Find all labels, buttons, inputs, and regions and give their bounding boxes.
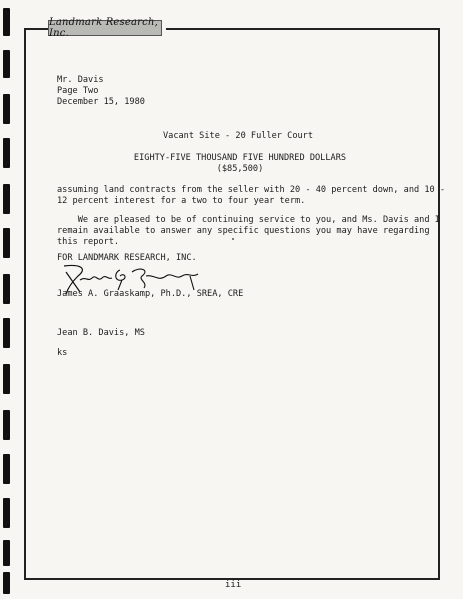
stray-mark (232, 238, 234, 240)
typist-initials: ks (57, 348, 68, 358)
closing-cosigner: Jean B. Davis, MS (57, 328, 145, 338)
amount-words: EIGHTY-FIVE THOUSAND FIVE HUNDRED DOLLARS (133, 153, 347, 163)
closing-signer: James A. Graaskamp, Ph.D., SREA, CRE (57, 289, 244, 299)
page-frame (24, 28, 440, 580)
para2-line3: this report. (57, 237, 120, 247)
letterhead-logo (48, 17, 162, 39)
para2-line1: We are pleased to be of continuing service to you, and Ms. Davis and I (57, 215, 440, 225)
letterhead-company: Landmark Research, Inc. (49, 17, 158, 39)
frame-top-right-rule (166, 28, 440, 30)
amount-figure: ($85,500) (216, 164, 264, 174)
closing-firm: FOR LANDMARK RESEARCH, INC. (57, 253, 197, 263)
frame-left-rule (24, 28, 26, 578)
recipient-name: Mr. Davis (57, 75, 104, 85)
para2-line2: remain available to answer any specific questions you may have regarding (57, 226, 430, 236)
binder-strip (3, 0, 11, 599)
recipient-page: Page Two (57, 86, 99, 96)
page-number: iii (225, 580, 242, 590)
para1-line1: assuming land contracts from the seller with 20 - 40 percent down, and 10 - (57, 185, 446, 195)
subject-line: Vacant Site - 20 Fuller Court (162, 131, 314, 141)
letter-date: December 15, 1980 (57, 97, 145, 107)
para1-line2: 12 percent interest for a two to four year term. (57, 196, 306, 206)
